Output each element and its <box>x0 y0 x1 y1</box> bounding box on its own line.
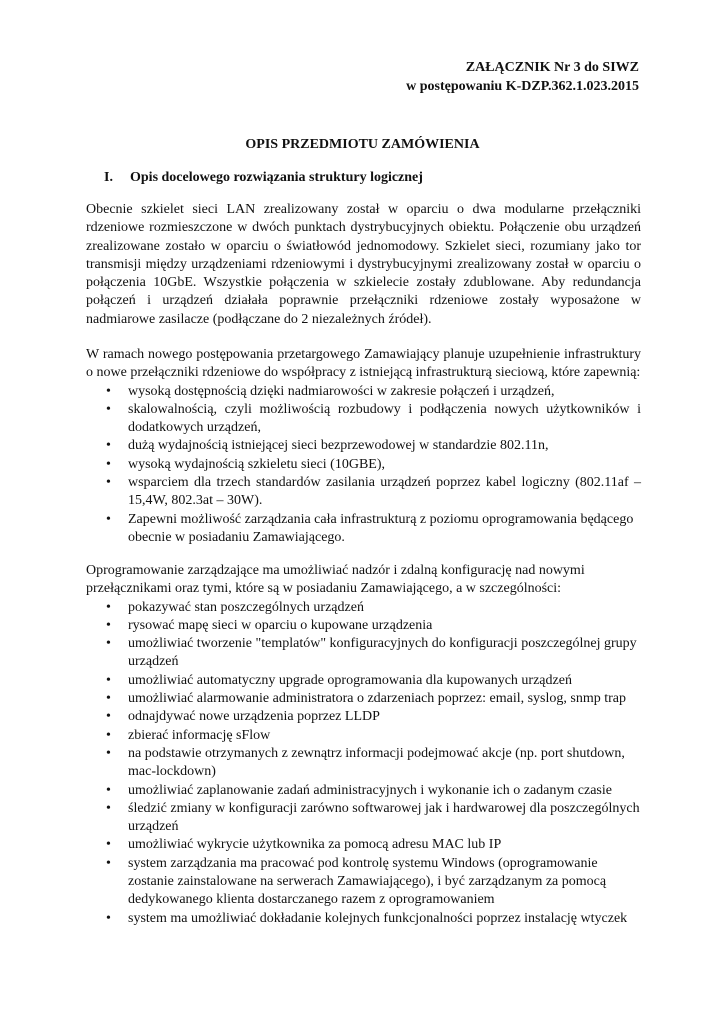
list-item: • skalowalnością, czyli możliwością rozbudowy i podłączenia nowych użytkowników i dodatkowych urządzeń, <box>86 401 641 438</box>
paragraph-3: Oprogramowanie zarządzające ma umożliwiać nadzór i zdalną konfigurację nad nowymi przełącznikami oraz tymi, które są w posiadaniu Zamawiającego, a w szczególności: <box>86 563 585 597</box>
list-item: • pokazywać stan poszczególnych urządzeń <box>86 599 641 617</box>
list-item: • dużą wydajnością istniejącej sieci bezprzewodowej w standardzie 802.11n, <box>86 437 641 455</box>
list-item: • wysoką wydajnością szkieletu sieci (10GBE), <box>86 456 641 474</box>
list-item: • śledzić zmiany w konfiguracji zarówno softwarowej jak i hardwarowej dla poszczególnych urządzeń <box>86 800 641 837</box>
list-item: • umożliwiać automatyczny upgrade oprogramowania dla kupowanych urządzeń <box>86 672 641 690</box>
list-item: • wysoką dostępnością dzięki nadmiarowości w zakresie połączeń i urządzeń, <box>86 383 641 401</box>
list-item: • na podstawie otrzymanych z zewnątrz informacji podejmować akcje (np. port shutdown, mac-lockdown) <box>86 745 641 782</box>
list-item: • Zapewni możliwość zarządzania cała infrastrukturą z poziomu oprogramowania będącego obecnie w posiadaniu Zamawiającego. <box>86 511 641 548</box>
paragraph-current-state <box>86 201 641 329</box>
document-title: OPIS PRZEDMIOTU ZAMÓWIENIA <box>245 137 480 152</box>
list-item: • odnajdywać nowe urządzenia poprzez LLDP <box>86 708 641 726</box>
paragraph-new-procurement <box>86 346 641 547</box>
procedure-reference: w postępowaniu K-DZP.362.1.023.2015 <box>406 79 639 94</box>
list-item: • system zarządzania ma pracować pod kontrolę systemu Windows (oprogramowanie zostanie zainstalowane na serwerach Zamawiającego), i być zarządzanym za pomocą dedykowanego klienta dostarczanego razem z oprogramowaniem <box>86 855 641 910</box>
list-item: • system ma umożliwiać dokładanie kolejnych funkcjonalności poprzez instalację wtyczek <box>86 910 641 928</box>
paragraph-management-software <box>86 562 641 928</box>
paragraph-2: W ramach nowego postępowania przetargowego Zamawiający planuje uzupełnienie infrastruktury o nowe przełączniki rdzeniowe do współpracy z istniejącą infrastrukturą sieciową, które zapewnią: <box>86 347 641 381</box>
list-item: • umożliwiać tworzenie "templatów" konfiguracyjnych do konfiguracji poszczególnej grupy urządzeń <box>86 635 641 672</box>
list-item: • wsparciem dla trzech standardów zasilania urządzeń poprzez kabel logiczny (802.11af – 15,4W, 802.3at – 30W). <box>86 474 641 511</box>
attachment-header <box>406 58 639 96</box>
section-heading <box>104 169 423 187</box>
section-number: I. <box>104 170 113 185</box>
list-item: • umożliwiać zaplanowanie zadań administracyjnych i wykonanie ich o zadanym czasie <box>86 782 641 800</box>
list-item: • umożliwiać alarmowanie administratora o zdarzeniach poprzez: email, syslog, snmp trap <box>86 690 641 708</box>
list-item: • umożliwiać wykrycie użytkownika za pomocą adresu MAC lub IP <box>86 836 641 854</box>
section-title: Opis docelowego rozwiązania struktury logicznej <box>130 170 423 185</box>
list-item: • rysować mapę sieci w oparciu o kupowane urządzenia <box>86 617 641 635</box>
list-item: • zbierać informację sFlow <box>86 727 641 745</box>
paragraph-1: Obecnie szkielet sieci LAN zrealizowany został w oparciu o dwa modularne przełączniki rdzeniowe rozmieszczone w dwóch punktach dystrybucyjnych obiektu. Połączenie obu urządzeń zrealizowane zostało w oparciu o światłowód jednomodowy. Szkielet sieci, rozumiany jako tor transmisji między urządzeniami rdzeniowymi i dystrybucyjnymi zrealizowany został w oparciu o połączenia 10GbE. Wszystkie połączenia w szkielecie zostały zdublowane. Aby redundancja połączeń i urządzeń działała poprawnie przełączniki rdzeniowe zostały wyposażone w nadmiarowe zasilacze (podłączane do 2 niezależnych źródeł). <box>86 202 641 327</box>
requirements-list <box>86 383 641 548</box>
software-features-list <box>86 599 641 928</box>
attachment-number: ZAŁĄCZNIK Nr 3 do SIWZ <box>465 60 639 75</box>
